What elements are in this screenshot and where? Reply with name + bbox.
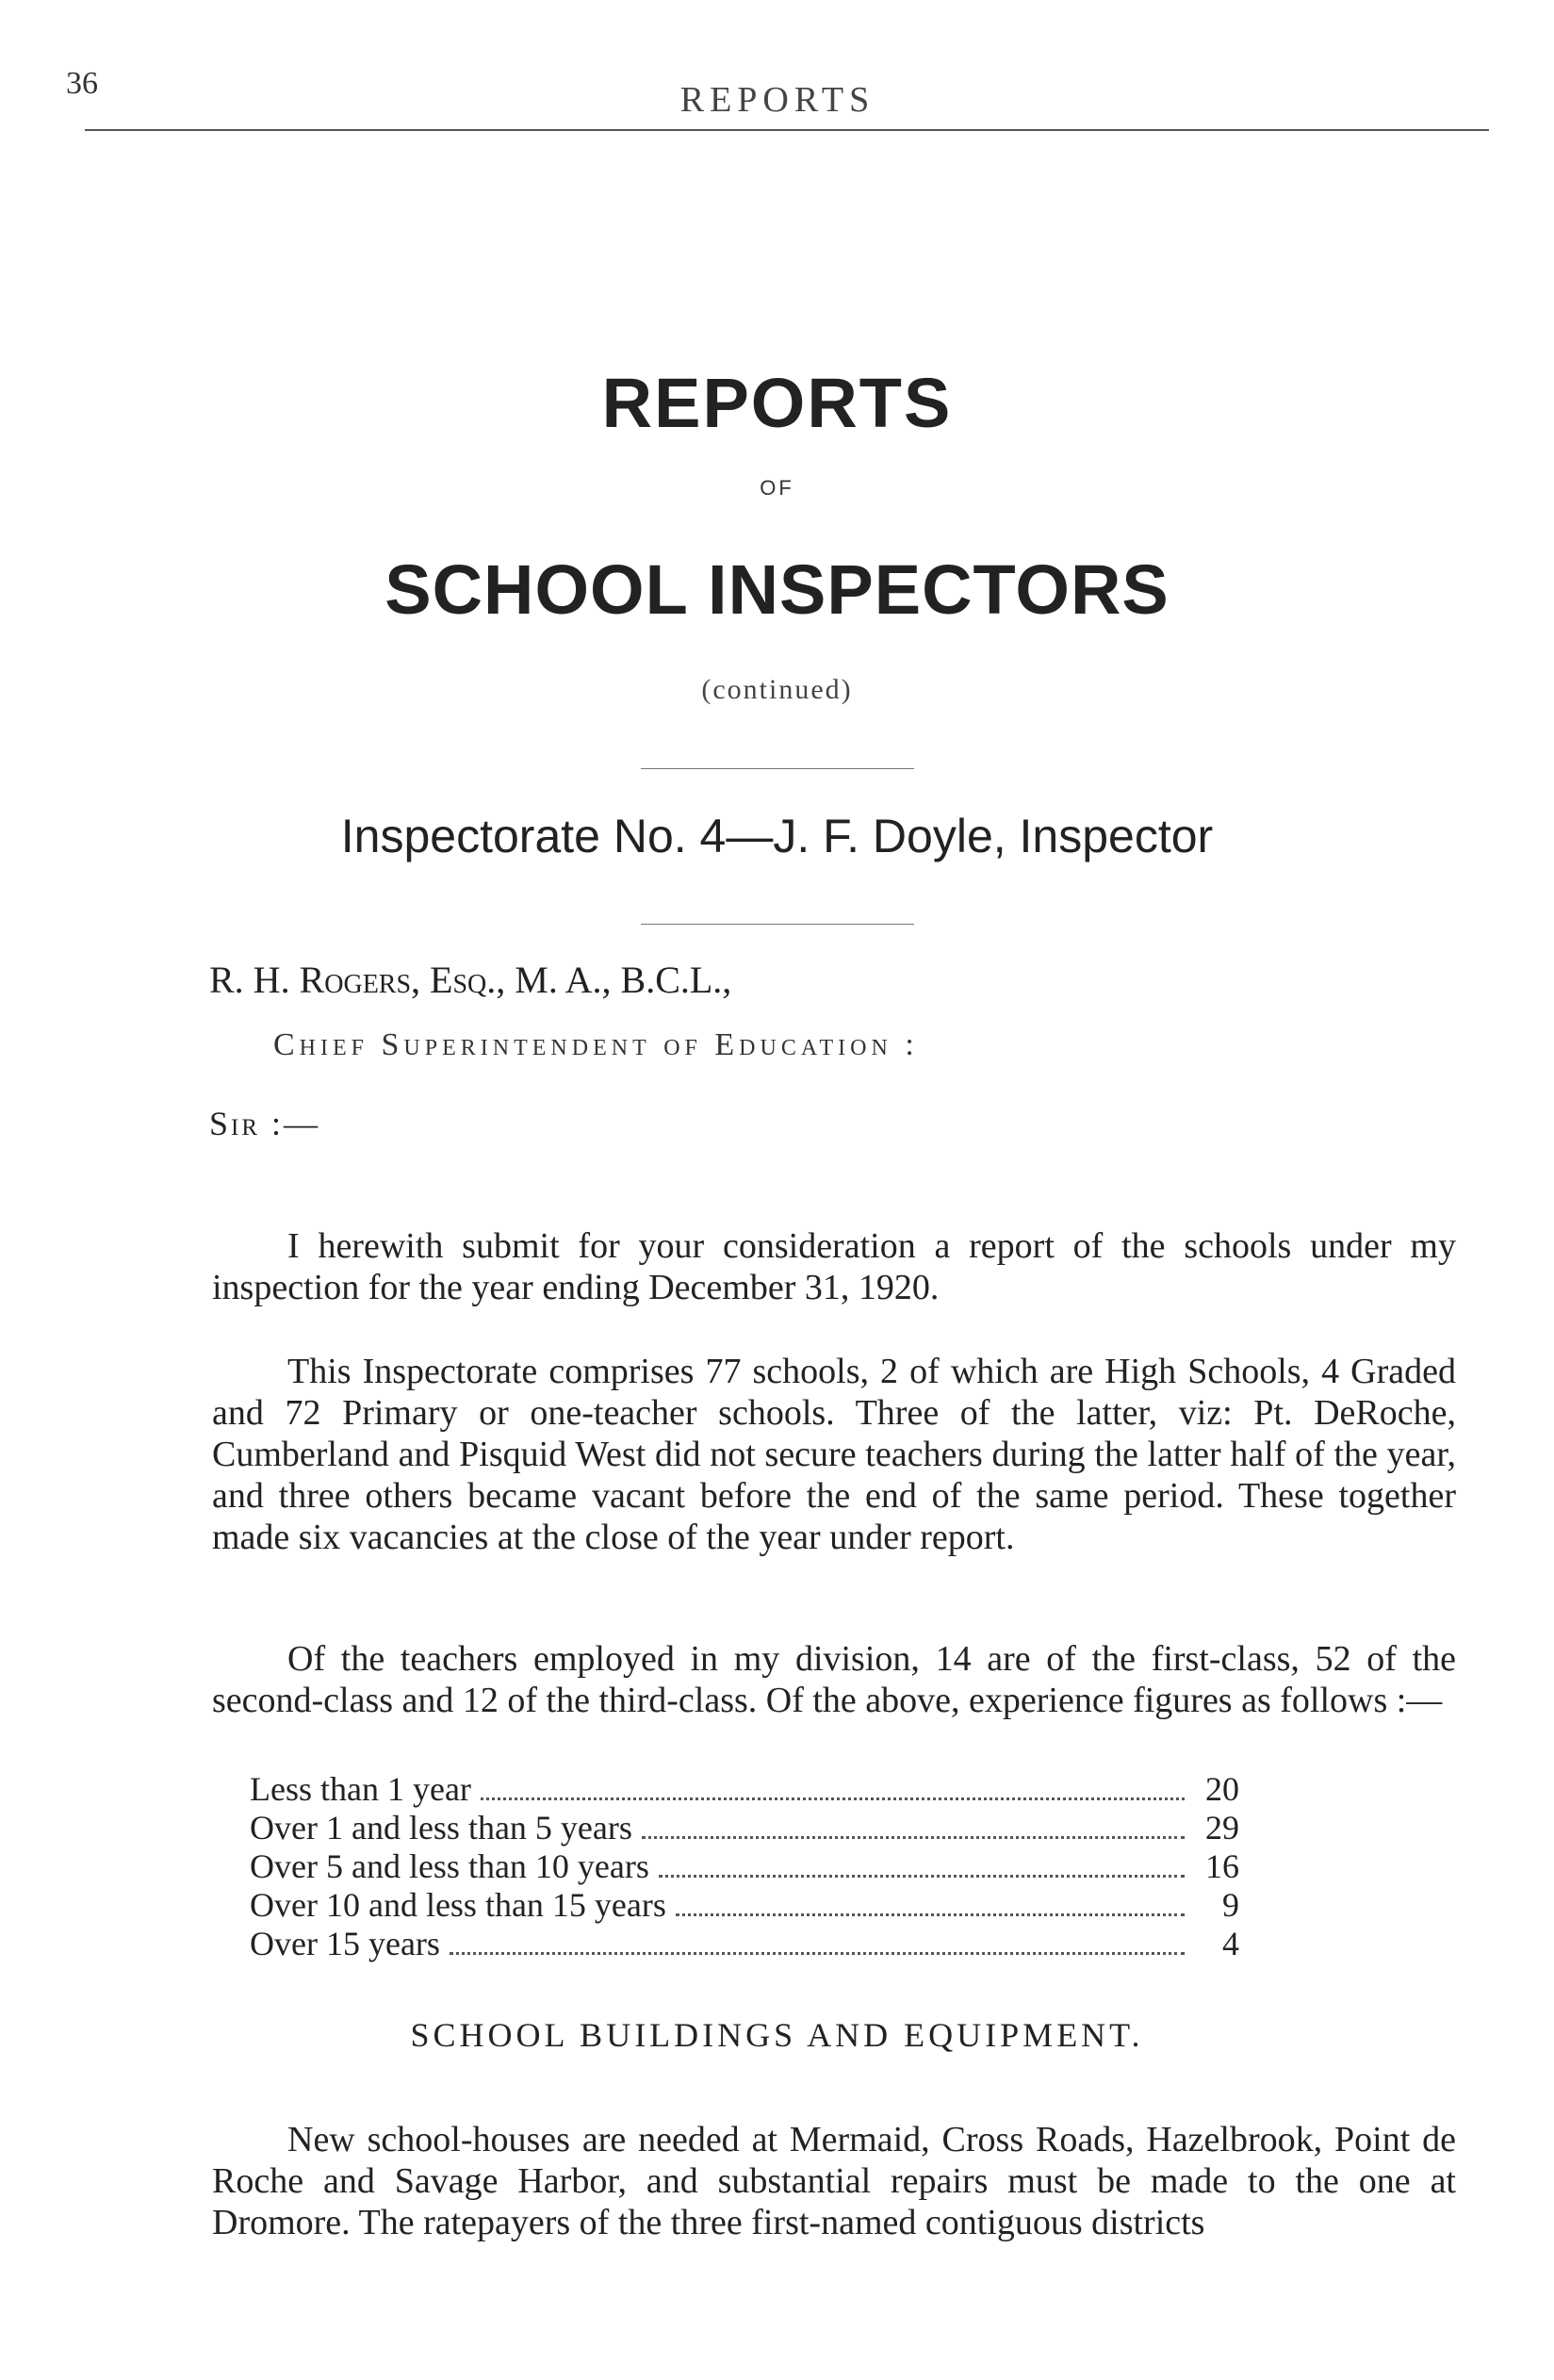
continued-note: (continued) [701,674,853,705]
report-subtitle: SCHOOL INSPECTORS [384,550,1170,629]
experience-label: Over 1 and less than 5 years [250,1809,632,1847]
inspectorate-heading: Inspectorate No. 4—J. F. Doyle, Inspector [340,810,1214,862]
experience-count: 20 [1205,1770,1239,1808]
experience-label: Over 5 and less than 10 years [250,1847,649,1885]
intro-paragraph: I herewith submit for your consideration a report of the schools under my inspection for the year ending December 31, 1920. [212,1226,1456,1307]
running-title: REPORTS [679,80,875,120]
dot-leader [659,1875,1185,1878]
teachers-paragraph: Of the teachers employed in my division, 14 are of the first-class, 52 of the second-class and 12 of the third-class. Of the above, experience figures as follows :— [212,1639,1456,1720]
title-connector: OF [760,476,794,500]
addressee-title: Chief Superintendent of Education : [273,1027,919,1062]
header-rule [85,129,1489,131]
dot-leader [481,1797,1185,1800]
running-header [66,58,1489,120]
page-number: 36 [66,66,98,101]
report-title: REPORTS [601,364,953,442]
list-item [250,1847,1239,1886]
experience-label: Over 10 and less than 15 years [250,1886,666,1924]
composition-paragraph: This Inspectorate comprises 77 schools, 2 of which are High Schools, 4 Graded and 72 Primary or one-teacher schools. Three of the latter, viz: Pt. DeRoche, Cumberland and Pisquid West did not secure teachers during the latter half of the year, and three others became vacant before the end of the same period. These together made six vacancies at the close of the year under report. [212,1352,1456,1557]
salutation: Sir :— [209,1105,321,1142]
inspectorate-divider [641,924,914,925]
section-heading: SCHOOL BUILDINGS AND EQUIPMENT. [410,2016,1144,2054]
dot-leader [676,1913,1185,1916]
experience-count: 29 [1205,1809,1239,1847]
dot-leader [450,1952,1185,1955]
experience-list [250,1770,1239,1963]
list-item [250,1886,1239,1925]
title-divider [641,768,914,769]
experience-label: Less than 1 year [250,1770,471,1808]
list-item [250,1770,1239,1809]
dot-leader [642,1836,1185,1839]
list-item [250,1925,1239,1963]
list-item [250,1809,1239,1847]
experience-count: 16 [1205,1847,1239,1885]
experience-label: Over 15 years [250,1925,440,1962]
experience-count: 9 [1222,1886,1239,1924]
buildings-paragraph: New school-houses are needed at Mermaid, Cross Roads, Hazelbrook, Point de Roche and Savage Harbor, and substantial repairs must be made to the one at Dromore. The ratepayers of the three first-named contiguous districts [212,2120,1456,2242]
letter-addressee: R. H. Rogers, Esq., M. A., B.C.L., [209,959,732,1001]
experience-count: 4 [1222,1925,1239,1962]
